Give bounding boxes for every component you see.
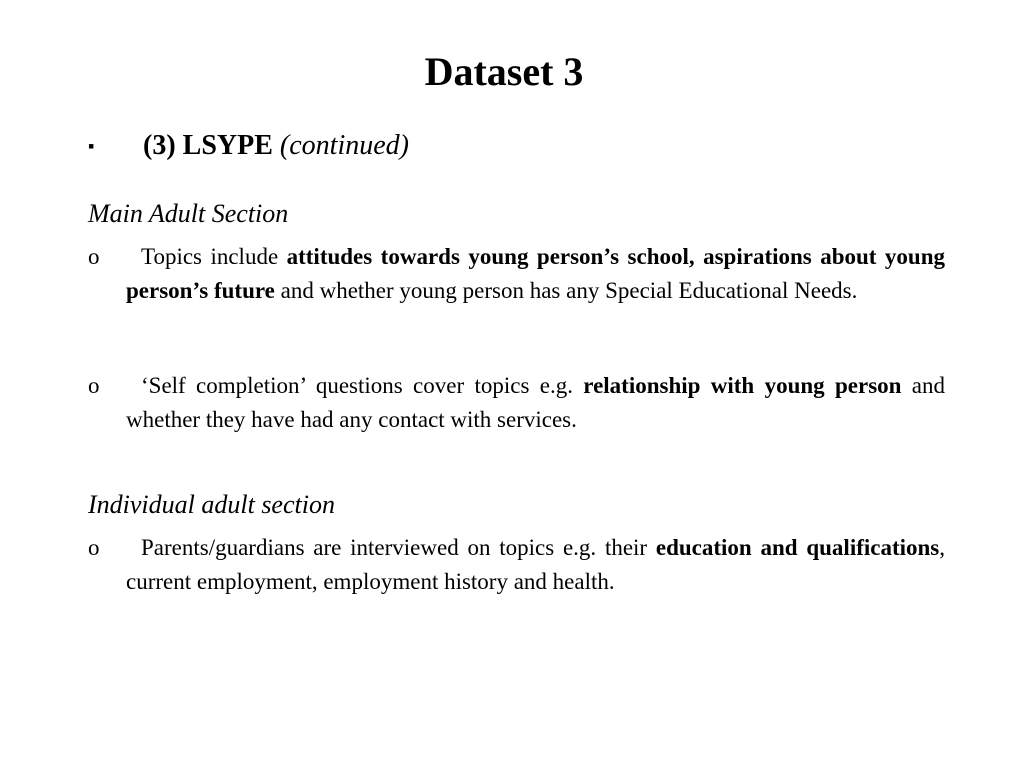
text-run: Topics include: [141, 244, 287, 269]
list-item: [88, 240, 945, 308]
list-marker: o: [88, 244, 100, 269]
text-run: and whether young person has any Special Educational Needs.: [274, 278, 858, 303]
text-run-bold: relationship with young person: [583, 373, 902, 398]
text-run: and whether they have had any contact with services.: [126, 373, 945, 432]
section-heading-main-adult: Main Adult Section: [88, 199, 289, 228]
main-bullet-bold: (3) LSYPE: [143, 130, 273, 161]
list-item-text: [126, 531, 945, 599]
text-run-bold: attitudes towards young person’s school, aspirations about young person’s future: [126, 244, 945, 303]
text-run: Parents/guardians are interviewed on topics e.g. their: [141, 535, 656, 560]
list-item-text: [126, 369, 945, 437]
list-item: [88, 531, 945, 599]
list-item-text: [126, 240, 945, 308]
list-marker: o: [88, 535, 100, 560]
slide-title: Dataset 3: [424, 49, 584, 94]
text-run-bold: education and qualifications: [655, 535, 940, 560]
square-bullet-icon: ▪: [88, 136, 95, 156]
text-run: , current employment, employment history and health.: [126, 535, 946, 594]
main-bullet-italic: (continued): [279, 130, 409, 161]
section-heading-individual-adult: Individual adult section: [88, 490, 335, 519]
list-marker: o: [88, 373, 100, 398]
list-item: [88, 369, 945, 437]
text-run: ‘Self completion’ questions cover topics e.g.: [141, 373, 584, 398]
main-bullet-text: [143, 128, 409, 164]
